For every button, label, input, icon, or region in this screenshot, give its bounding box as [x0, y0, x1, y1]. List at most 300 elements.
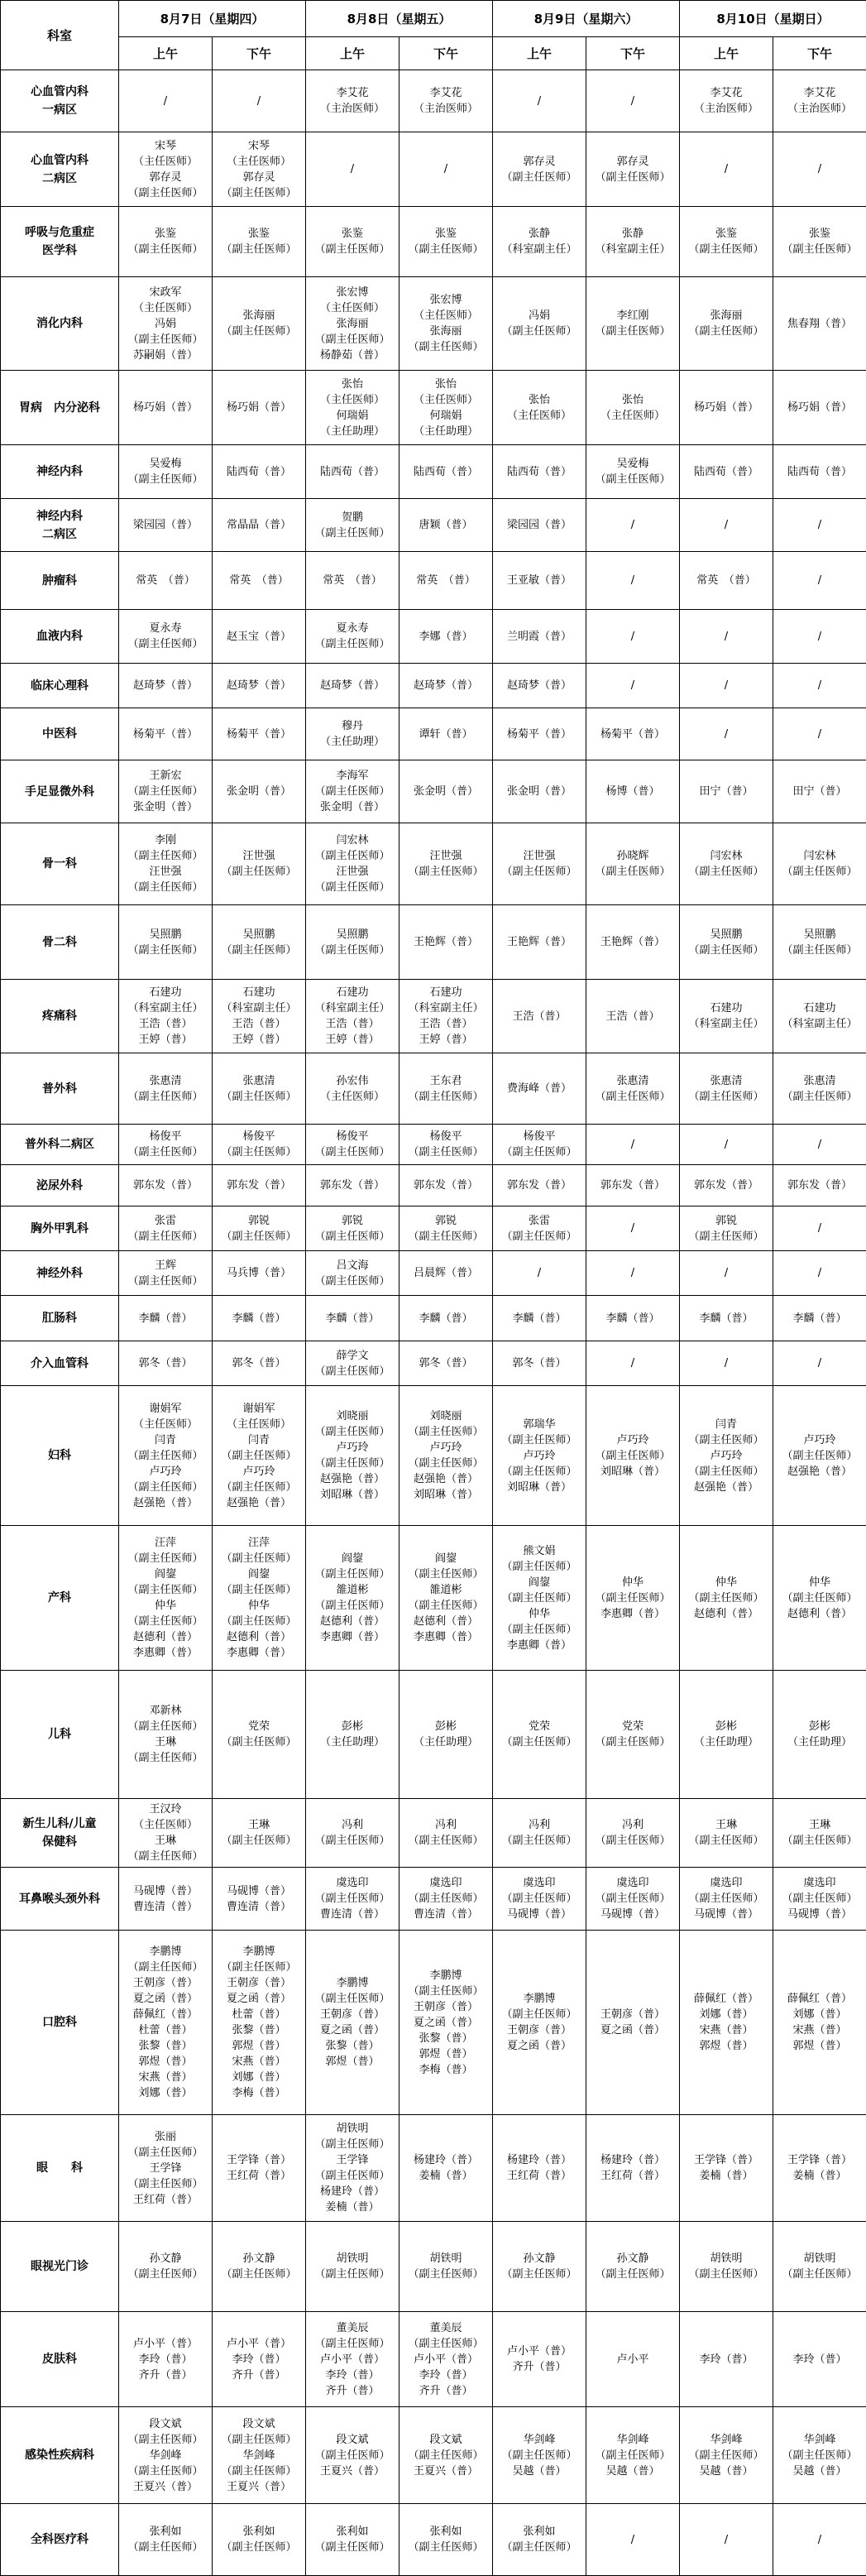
dept-name-line: 临床心理科: [31, 679, 89, 693]
schedule-cell: [773, 664, 866, 708]
schedule-cell: [773, 445, 866, 499]
doctor-line: 张怡: [434, 377, 457, 391]
doctor-line: 常英 （普）: [229, 574, 289, 587]
schedule-cell: [586, 552, 680, 610]
schedule-cell: [119, 1341, 213, 1386]
doctor-line: 张惠清: [149, 1074, 182, 1087]
dept-name: [1, 823, 119, 905]
schedule-cell: [213, 823, 306, 905]
schedule-cell: [773, 1251, 866, 1296]
doctor-line: （副主任医师）: [688, 1090, 764, 1103]
schedule-cell: [586, 1799, 680, 1868]
doctor-line: （副主任医师）: [221, 866, 297, 878]
doctor-line: 郭东发（普）: [787, 1179, 852, 1192]
doctor-line: 王艳辉（普）: [413, 936, 478, 948]
schedule-cell: [213, 2407, 306, 2504]
doctor-line: 宋燕（普）: [699, 2024, 754, 2036]
doctor-line: 张怡: [528, 393, 550, 406]
schedule-cell: [213, 2312, 306, 2407]
doctor-line: （副主任医师）: [314, 1365, 390, 1378]
schedule-cell: [306, 1296, 400, 1341]
doctor-line: 仲华: [154, 1600, 176, 1612]
dept-row: [1, 2407, 866, 2504]
doctor-line: 吴照鹏: [242, 928, 275, 941]
doctor-line: 曹连清（普）: [132, 1900, 198, 1913]
doctor-line: （副主任医师）: [314, 785, 390, 798]
schedule-cell: [400, 552, 493, 610]
schedule-cell: [773, 1386, 866, 1526]
dept-name: [1, 2504, 119, 2576]
doctor-line: 郭存灵: [149, 170, 182, 184]
dept-row: [1, 132, 866, 207]
doctor-line: 郭冬（普）: [419, 1357, 473, 1370]
doctor-line: （副主任医师）: [221, 186, 297, 199]
schedule-cell: [586, 1671, 680, 1799]
doctor-line: 彭彬: [341, 1720, 363, 1733]
schedule-cell: [680, 2407, 773, 2504]
doctor-line: 卢巧玲: [336, 1442, 369, 1454]
doctor-line: 张金明（普）: [226, 785, 291, 798]
doctor-line: 张海丽: [710, 309, 743, 322]
doctor-line: 王红荷（普）: [132, 2193, 198, 2206]
schedule-cell: [119, 70, 213, 132]
doctor-line: 张鉴: [247, 228, 270, 240]
doctor-line: （副主任医师）: [501, 170, 577, 184]
doctor-line: 张鉴: [154, 228, 176, 240]
schedule-cell: [773, 1053, 866, 1125]
doctor-line: （副主任医师）: [221, 1480, 297, 1494]
schedule-cell: [680, 552, 773, 610]
doctor-line: 常英 （普）: [323, 574, 382, 587]
doctor-line: 邓新林: [149, 1705, 182, 1717]
dept-row: [1, 980, 866, 1053]
schedule-cell: [773, 2407, 866, 2504]
doctor-line: 党荣: [528, 1720, 550, 1733]
doctor-line: 张惠清: [616, 1074, 649, 1087]
schedule-cell: [119, 132, 213, 207]
schedule-cell: [773, 1868, 866, 1931]
doctor-line: 王琳: [808, 1819, 830, 1831]
doctor-line: （副主任医师）: [408, 1984, 484, 1998]
doctor-line: /: [724, 1357, 729, 1370]
schedule-cell: [400, 1671, 493, 1799]
dept-name-line: 神经内科: [36, 465, 83, 478]
dept-name-line: 血液内科: [36, 630, 83, 643]
doctor-line: （副主任医师）: [127, 1850, 203, 1863]
schedule-cell: [400, 664, 493, 708]
doctor-line: 王学锋: [336, 2154, 369, 2166]
schedule-cell: [119, 1251, 213, 1296]
schedule-cell: [680, 2115, 773, 2222]
schedule-cell: [493, 980, 586, 1053]
doctor-line: （副主任医师）: [314, 243, 390, 256]
schedule-cell: [773, 499, 866, 552]
doctor-line: 卢小平: [616, 2353, 649, 2366]
schedule-cell: [493, 760, 586, 823]
schedule-cell: [493, 905, 586, 980]
doctor-line: 卢巧玲: [803, 1433, 836, 1446]
doctor-line: 赵琦梦（普）: [319, 679, 385, 692]
doctor-line: 夏之函（普）: [319, 2024, 385, 2036]
schedule-cell: [119, 1053, 213, 1125]
doctor-line: /: [724, 679, 729, 692]
doctor-line: 薛佩红（普）: [693, 1993, 758, 2005]
schedule-cell: [213, 1341, 306, 1386]
schedule-cell: [493, 1799, 586, 1868]
doctor-line: （副主任医师）: [595, 1090, 671, 1103]
doctor-line: 虞选印: [616, 1877, 649, 1889]
doctor-line: 孙文静: [523, 2252, 556, 2265]
schedule-cell: [213, 1206, 306, 1251]
doctor-line: /: [817, 574, 822, 587]
doctor-line: 王亚敏（普）: [506, 574, 572, 587]
doctor-line: 李玲（普）: [792, 2353, 847, 2366]
schedule-cell: [306, 2115, 400, 2222]
schedule-cell: [493, 664, 586, 708]
doctor-line: （副主任医师）: [314, 1426, 390, 1438]
doctor-line: （主治医师）: [413, 103, 478, 115]
dept-row: [1, 2222, 866, 2312]
doctor-line: （副主任医师）: [314, 1835, 390, 1847]
dept-row: [1, 1526, 866, 1671]
schedule-cell: [213, 1165, 306, 1206]
doctor-line: （副主任医师）: [314, 2449, 390, 2462]
doctor-line: /: [724, 163, 729, 175]
doctor-line: 阎鋆: [528, 1576, 550, 1589]
doctor-line: 马砚博（普）: [226, 1884, 291, 1897]
schedule-cell: [119, 2115, 213, 2222]
schedule-cell: [306, 664, 400, 708]
day-header: 8月8日（星期五）: [306, 1, 493, 37]
schedule-cell: [493, 2504, 586, 2576]
doctor-line: 李鹏博: [523, 1993, 556, 2005]
schedule-cell: [680, 132, 773, 207]
doctor-line: 张金明（普）: [132, 801, 198, 813]
doctor-line: 李麟（普）: [699, 1312, 754, 1325]
doctor-line: （副主任医师）: [501, 2008, 577, 2021]
schedule-cell: [306, 1931, 400, 2115]
schedule-cell: [586, 2115, 680, 2222]
doctor-line: （科室副主任）: [595, 243, 671, 256]
doctor-line: 李艾花: [429, 87, 462, 99]
doctor-line: 李惠卿（普）: [132, 1647, 198, 1659]
doctor-line: （副主任医师）: [501, 1230, 577, 1243]
schedule-cell: [306, 1053, 400, 1125]
dept-name-line: 新生儿科/儿童: [22, 1817, 97, 1830]
dept-name: [1, 499, 119, 552]
doctor-line: 王辉: [154, 1259, 176, 1272]
schedule-cell: [773, 905, 866, 980]
schedule-cell: [680, 1526, 773, 1671]
doctor-line: （副主任医师）: [221, 1615, 297, 1628]
dept-name-line: 耳鼻喉头颈外科: [19, 1892, 100, 1906]
doctor-line: 吴越（普）: [512, 2464, 567, 2478]
doctor-line: （副主任医师）: [221, 943, 297, 957]
doctor-line: （主治医师）: [693, 103, 758, 115]
doctor-line: 郭东发（普）: [413, 1179, 478, 1192]
doctor-line: 王朝彦（普）: [132, 1977, 198, 1989]
schedule-cell: [400, 1799, 493, 1868]
doctor-line: 仲华: [621, 1576, 644, 1589]
doctor-line: 冯利: [434, 1819, 457, 1831]
doctor-line: 阎鋆: [434, 1552, 457, 1565]
doctor-line: 郭冬（普）: [512, 1357, 567, 1370]
doctor-line: 夏之函（普）: [600, 2024, 665, 2036]
doctor-line: （主任助理）: [787, 1736, 852, 1749]
doctor-line: 王艳辉（普）: [600, 936, 665, 948]
schedule-cell: [493, 1125, 586, 1165]
schedule-cell: [213, 1053, 306, 1125]
dept-row: [1, 2115, 866, 2222]
doctor-line: 卢巧玲: [523, 1449, 556, 1462]
schedule-cell: [400, 1251, 493, 1296]
schedule-cell: [680, 70, 773, 132]
doctor-line: 王红荷（普）: [226, 2170, 291, 2182]
doctor-line: （副主任医师）: [221, 1835, 297, 1847]
doctor-line: （副主任医师）: [314, 1568, 390, 1581]
doctor-line: 胡铁明: [429, 2252, 462, 2265]
doctor-line: 李惠卿（普）: [600, 1607, 665, 1620]
schedule-cell: [586, 1386, 680, 1526]
doctor-line: /: [630, 1138, 635, 1151]
schedule-cell: [586, 499, 680, 552]
schedule-cell: [119, 2504, 213, 2576]
doctor-line: /: [817, 1267, 822, 1279]
doctor-line: 郭东发（普）: [132, 1179, 198, 1192]
doctor-line: 李麟（普）: [419, 1312, 473, 1325]
schedule-cell: [680, 1125, 773, 1165]
schedule-cell: [493, 1931, 586, 2115]
doctor-line: 张雷: [528, 1214, 550, 1227]
schedule-cell: [306, 1671, 400, 1799]
doctor-line: （副主任医师）: [688, 1835, 764, 1847]
schedule-cell: [773, 1125, 866, 1165]
schedule-cell: [493, 277, 586, 371]
doctor-line: （副主任医师）: [688, 1591, 764, 1605]
schedule-cell: [119, 1296, 213, 1341]
doctor-line: 谢娟军: [149, 1402, 182, 1415]
dept-row: [1, 1206, 866, 1251]
schedule-cell: [773, 980, 866, 1053]
schedule-cell: [400, 1125, 493, 1165]
schedule-cell: [400, 70, 493, 132]
doctor-line: （副主任医师）: [501, 1835, 577, 1847]
doctor-line: （副主任医师）: [595, 325, 671, 338]
schedule-cell: [400, 499, 493, 552]
doctor-line: （副主任医师）: [314, 1600, 390, 1612]
doctor-line: 段文斌: [429, 2433, 462, 2446]
doctor-line: （主治医师）: [787, 103, 852, 115]
doctor-line: 汪世强: [523, 850, 556, 862]
schedule-cell: [213, 70, 306, 132]
doctor-line: （副主任医师）: [127, 1274, 203, 1288]
doctor-line: 刘娜（普）: [699, 2008, 754, 2021]
schedule-cell: [586, 610, 680, 664]
doctor-line: （副主任医师）: [595, 1736, 671, 1749]
schedule-cell: [773, 1931, 866, 2115]
dept-name: [1, 207, 119, 277]
doctor-line: 虞选印: [336, 1877, 369, 1889]
doctor-line: 刘昭琳（普）: [600, 1465, 665, 1478]
doctor-line: 赵强艳（普）: [132, 1496, 198, 1509]
schedule-cell: [400, 610, 493, 664]
doctor-line: 杨菊平（普）: [506, 727, 572, 741]
dept-row: [1, 371, 866, 445]
doctor-line: 张利如: [149, 2526, 182, 2538]
doctor-line: 陆西荀（普）: [319, 465, 385, 478]
schedule-cell: [680, 823, 773, 905]
doctor-line: （副主任医师）: [127, 1230, 203, 1243]
dept-row: [1, 905, 866, 980]
doctor-line: （副主任医师）: [408, 866, 484, 878]
dept-name: [1, 708, 119, 760]
doctor-line: 梁园园（普）: [132, 519, 198, 531]
dept-name-line: 神经外科: [36, 1266, 83, 1280]
doctor-line: 阎鋆: [154, 1568, 176, 1581]
doctor-line: 张海丽: [429, 325, 462, 338]
schedule-cell: [586, 708, 680, 760]
schedule-cell: [213, 1296, 306, 1341]
doctor-line: 吴照鹏: [336, 928, 369, 941]
schedule-cell: [400, 2504, 493, 2576]
doctor-line: （副主任医师）: [595, 170, 671, 184]
dept-row: [1, 277, 866, 371]
schedule-cell: [773, 1526, 866, 1671]
schedule-cell: [493, 552, 586, 610]
schedule-cell: [213, 2222, 306, 2312]
dept-row: [1, 70, 866, 132]
doctor-line: 卢巧玲: [242, 1465, 275, 1478]
doctor-line: 仲华: [808, 1576, 830, 1589]
doctor-line: 宋琴: [154, 139, 176, 152]
dept-name-line: 普外科: [42, 1082, 77, 1096]
doctor-line: 刘晓丽: [336, 1410, 369, 1422]
doctor-line: 张怡: [621, 393, 644, 406]
doctor-line: 夏之函（普）: [506, 2040, 572, 2052]
schedule-cell: [119, 664, 213, 708]
schedule-cell: [119, 1868, 213, 1931]
doctor-line: 华剑峰: [803, 2433, 836, 2446]
dept-name-line: 肿瘤科: [42, 573, 77, 588]
dept-name: [1, 1053, 119, 1125]
doctor-line: 卢巧玲: [429, 1442, 462, 1454]
dept-row: [1, 2504, 866, 2576]
schedule-cell: [306, 2504, 400, 2576]
doctor-line: 胡铁明: [336, 2252, 369, 2265]
doctor-line: 杨巧娟（普）: [226, 401, 291, 414]
schedule-cell: [586, 905, 680, 980]
doctor-line: （主任医师）: [132, 1819, 198, 1831]
doctor-line: 李艾花: [710, 87, 743, 99]
schedule-cell: [680, 1053, 773, 1125]
doctor-line: 王浩（普）: [138, 1018, 193, 1030]
schedule-cell: [493, 1165, 586, 1206]
doctor-line: （主任医师）: [319, 301, 385, 314]
dept-name: [1, 2115, 119, 2222]
doctor-line: （副主任医师）: [127, 785, 203, 798]
doctor-line: 宋政军: [149, 285, 182, 299]
schedule-cell: [493, 445, 586, 499]
schedule-cell: [306, 2407, 400, 2504]
doctor-line: 阎鋆: [247, 1568, 270, 1581]
doctor-line: （副主任医师）: [501, 1146, 577, 1158]
doctor-line: 吴照鹏: [710, 928, 743, 941]
schedule-cell: [773, 277, 866, 371]
morning-header: 上午: [680, 37, 773, 70]
schedule-cell: [306, 760, 400, 823]
dept-name-line: 二病区: [42, 171, 77, 185]
doctor-line: （副主任医师）: [782, 243, 858, 256]
doctor-line: 夏之函（普）: [132, 1993, 198, 2005]
schedule-cell: [306, 1165, 400, 1206]
schedule-cell: [213, 1125, 306, 1165]
doctor-line: 杨建玲（普）: [413, 2154, 478, 2166]
doctor-line: 郭瑞华: [523, 1418, 556, 1431]
doctor-line: 张鉴: [434, 228, 457, 240]
doctor-line: 常英 （普）: [136, 574, 195, 587]
doctor-line: 华剑峰: [149, 2449, 182, 2462]
doctor-line: 宋琴: [247, 139, 270, 152]
afternoon-header: 下午: [400, 37, 493, 70]
dept-name: [1, 70, 119, 132]
doctor-line: 孙文静: [149, 2252, 182, 2265]
schedule-cell: [119, 499, 213, 552]
doctor-line: （副主任医师）: [595, 1591, 671, 1605]
schedule-cell: [400, 371, 493, 445]
doctor-line: 汪世强: [242, 850, 275, 862]
dept-name: [1, 2407, 119, 2504]
doctor-line: （副主任医师）: [127, 2433, 203, 2446]
doctor-line: 吴爱梅: [616, 458, 649, 470]
doctor-line: 杨建玲（普）: [506, 2154, 572, 2166]
doctor-line: （副主任医师）: [501, 1433, 577, 1446]
doctor-line: 华剑峰: [710, 2433, 743, 2446]
doctor-line: 李玲（普）: [138, 2353, 193, 2366]
doctor-line: /: [630, 679, 635, 692]
date-header-row: [1, 1, 866, 37]
doctor-line: 郭冬（普）: [232, 1357, 286, 1370]
dept-name-line: 产科: [48, 1591, 71, 1605]
schedule-cell: [400, 980, 493, 1053]
dept-name-line: 骨二科: [42, 935, 77, 949]
dept-name-line: 手足显微外科: [25, 784, 94, 799]
schedule-cell: [586, 371, 680, 445]
doctor-line: 石建功: [429, 986, 462, 999]
dept-name: [1, 980, 119, 1053]
schedule-cell: [680, 2312, 773, 2407]
doctor-line: 王琳: [247, 1819, 270, 1831]
doctor-line: （副主任医师）: [595, 473, 671, 486]
schedule-cell: [400, 823, 493, 905]
dept-row: [1, 445, 866, 499]
schedule-cell: [493, 207, 586, 277]
schedule-cell: [773, 760, 866, 823]
doctor-line: （副主任医师）: [221, 1552, 297, 1565]
doctor-line: 郭锐: [341, 1214, 363, 1227]
doctor-line: 陆西荀（普）: [693, 465, 758, 478]
dept-name-line: 普外科二病区: [25, 1138, 94, 1151]
doctor-line: （副主任医师）: [314, 638, 390, 650]
doctor-line: （副主任医师）: [314, 2268, 390, 2281]
doctor-line: 李麟（普）: [325, 1312, 380, 1325]
dept-row: [1, 1251, 866, 1296]
doctor-line: （副主任医师）: [595, 1892, 671, 1905]
schedule-cell: [586, 207, 680, 277]
schedule-cell: [773, 1165, 866, 1206]
doctor-line: 赵琦梦（普）: [226, 679, 291, 692]
doctor-line: 张金明（普）: [506, 785, 572, 798]
doctor-line: （副主任医师）: [314, 1993, 390, 2005]
